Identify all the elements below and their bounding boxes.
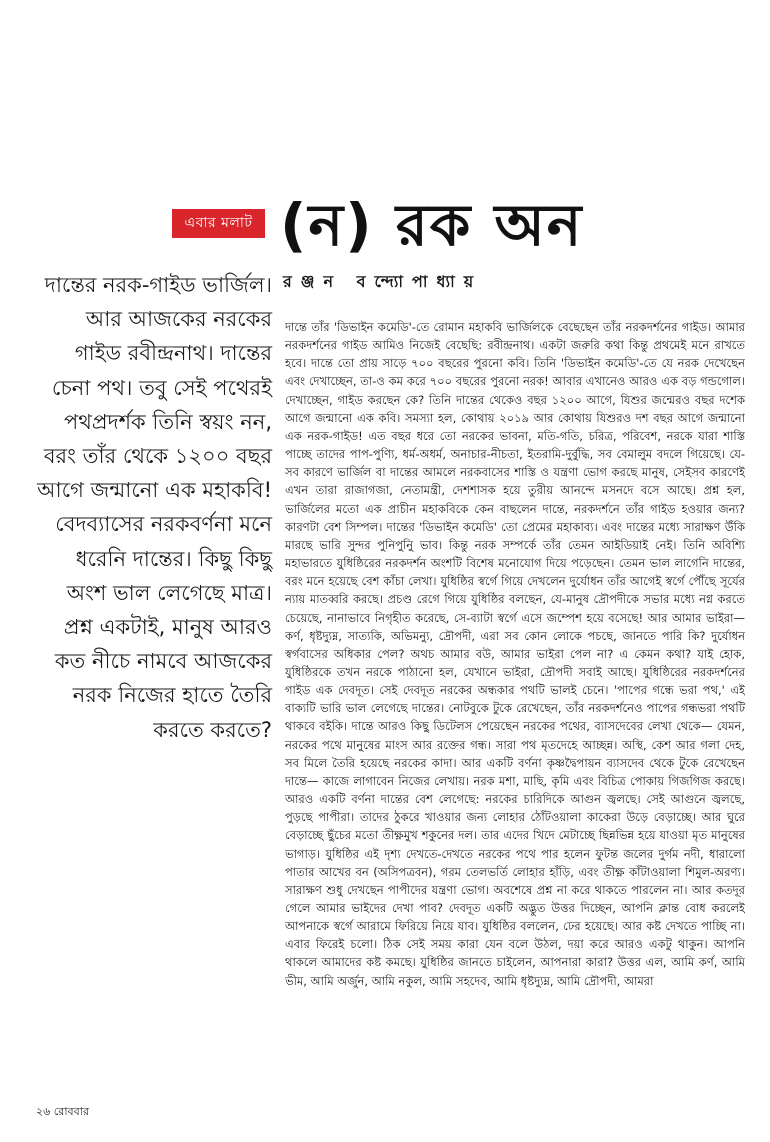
pull-quote: দান্তের নরক-গাইড ভার্জিল। আর আজকের নরকের গাইড রবীন্দ্রনাথ। দান্তের চেনা পথ। তবু সেই পথেরই পথপ্রদর্শক তিনি স্বয়ং নন, বরং তাঁর থেকে ১২০০ বছর আগে জন্মানো এক মহাকবি! বেদব্যাসের নরকবর্ণনা মনে ধরেনি দান্তের। কিছু কিছু অংশ ভাল লেগেছে মাত্র। প্রশ্ন একটাই, মানুষ আরও কত নীচে নামবে আজকের নরক নিজের হাতে তৈরি করতে করতে? bbox=[37, 273, 272, 742]
page-footer: ২৬ রোববার bbox=[36, 1105, 89, 1118]
byline: রঞ্জন বন্দ্যোপাধ্যায় bbox=[283, 272, 483, 291]
headline: (ন) রক অন bbox=[280, 191, 584, 259]
section-badge: এবার মলাট bbox=[172, 209, 265, 238]
article-body: দান্তে তাঁর 'ডিভাইন কমেডি'-তে রোমান মহাকবি ভার্জিলকে বেছেছেন তাঁর নরকদর্শনের গাইড। আমার নরকদর্শনের গাইড আমিও নিজেই বেছেছি: রবীন্দ্রনাথ। একটা জরুরি কথা কিন্তু প্রথমেই মনে রাখতে হবে। দান্তে তো প্রায় সাড়ে ৭০০ বছরের পুরনো কবি। তিনি 'ডিভাইন কমেডি'-তে যে নরক দেখেছেন এবং দেখাচ্ছেন, তা-ও কম করে ৭০০ বছরের পুরনো নরক! আবার এখানেও আরও এক বড় গন্ডগোল। দেখাচ্ছেন, গাইড করছেন কে? তিনি দান্তের থেকেও বছর ১২০০ আগে, যিশুর জন্মেরও বছর দশেক আগে জন্মানো এক কবি। সমস্যা হল, কোথায় ২০১৯ আর কোথায় যিশুরও দশ বছর আগে জন্মানো এক নরক-গাইড! এত বছর ধরে তো নরকের ভাবনা, মতি-গতি, চরিত্র, পরিবেশ, নরকে যারা শাস্তি পাচ্ছে তাদের পাপ-পুণ্যি, ধর্ম-অধর্ম, অনাচার-নীচতা, ইতরামি-দুর্বুদ্ধি, সব বেমালুম বদলে গিয়েছে। যে-সব কারণে ভার্জিল বা দান্তের আমলে নরকবাসের শাস্তি ও যন্ত্রণা ভোগ করছে মানুষ, সেইসব কারণেই এখন তারা রাজাগজা, নেতামন্ত্রী, দেশশাসক হয়ে তুরীয় আনন্দে মসনদে বসে আছে। প্রশ্ন হল, ভার্জিলের মতো এক প্রাচীন মহাকবিকে কেন বাছলেন দান্তে, নরকদর্শনে তাঁর গাইড হওয়ার জন্য? কারণটা বেশ সিম্পল। দান্তের 'ডিভাইন কমেডি' তো প্রেমের মহাকাব্য। এবং দান্তের মধ্যে সারাক্ষণ উঁকি মারছে ভারি সুন্দর পুনিপুনিু ভাব। কিন্তু নরক সম্পর্কে তাঁর তেমন আইডিয়াই নেই। তিনি অবিশ্যি মহাভারতে যুধিষ্ঠিরের নরকদর্শন অংশটি বিশেষ মনোযোগ দিয়ে পড়েছেন। তেমন ভাল লাগেনি দান্তের, বরং মনে হয়েছে বেশ কাঁচা লেখা। যুধিষ্ঠির স্বর্গে গিয়ে দেখলেন দুর্যোধন তাঁর আগেই স্বর্গে পৌঁছে সূর্যের ন্যায় মাতব্বরি করছে। প্রচণ্ড রেগে গিয়ে যুধিষ্ঠির বলছেন, যে-মানুষ দ্রৌপদীকে সভার মধ্যে নগ্ন করতে চেয়েছে, নানাভাবে নিগৃহীত করেছে, সে-ব্যাটা স্বর্গে এসে জম্পেশ হয়ে বসেছে! আর আমার ভাইরা— কর্ণ, ধৃষ্টদ্যুম্ন, সাত্যকি, অভিমন্যু, দ্রৌপদী, এরা সব কোন লোকে পচছে, জানতে পারি কি? দুর্যোধন স্বর্গবাসের অধিকার পেল? অথচ আমার বউ, আমার ভাইরা পেল না? এ কেমন কথা? যাই হোক, যুধিষ্ঠিরকে তখন নরকে পাঠানো হল, যেখানে ভাইরা, দ্রৌপদী সবাই আছে। যুধিষ্ঠিরের নরকদর্শনের গাইড এক দেবদূত। সেই দেবদূত নরকের অন্ধকার পথটি ভালই চেনে। 'পাপের গন্ধে ভরা পথ,' এই বাক্যটি ভারি ভাল লেগেছে দান্তের। নোটবুকে টুকে রেখেছেন, তাঁর নরকদর্শনেও পাপের গন্ধভরা পথটি থাকবে বইকি। দান্তে আরও কিছু ডিটেলস পেয়েছেন নরকের পথের, ব্যাসদেবের লেখা থেকে— যেমন, নরকের পথে মানুষের মাংস আর রক্তের গন্ধ। সারা পথ মৃতদেহে আচ্ছন্ন। অস্থি, কেশ আর গলা দেহ, সব মিলে তৈরি হয়েছে নরকের কাদা। আর একটি বর্ণনা কৃষ্ণদ্বৈপায়ন ব্যাসদেব থেকে টুকে রেখেছেন দান্তে— কাজে লাগাবেন নিজের লেখায়। নরক মশা, মাছি, কৃমি এবং বিচিত্র পোকায় গিজগিজ করছে। আরও একটি বর্ণনা দান্তের বেশ লেগেছে: নরকের চারিদিকে আগুন জ্বলছে। সেই আগুনে জ্বলছে, পুড়ছে পাপীরা। তাদের ঠুকরে খাওয়ার জন্য লোহার ঠোঁটওয়ালা কাকেরা উড়ে বেড়াচ্ছে। আর ঘুরে বেড়াচ্ছে ছুঁচের মতো তীক্ষ্ণমুখ শকুনের দল। তার এদের খিদে মেটাচ্ছে ছিন্নভিন্ন হয়ে যাওয়া মৃত মানুষের ভাগাড়। যুধিষ্ঠির এই দৃশ্য দেখতে-দেখতে নরকের পথে পার হলেন ফুটন্ত জলের দুর্গম নদী, ধারালো পাতার আখের বন (অসিপত্রবন), গরম তেলভর্তি লোহার হাঁড়ি, এবং তীক্ষ্ণ কাঁটাওয়ালা শিমুল-অরণ্য। সারাক্ষণ শুধু দেখছেন পাপীদের যন্ত্রণা ভোগ। অবশেষে প্রশ্ন না করে থাকতে পারলেন না। আর কতদূর গেলে আমার ভাইদের দেখা পাব? দেবদূত একটি অদ্ভুত উত্তর দিচ্ছেন, আপনি ক্লান্ত বোধ করলেই আপনাকে স্বর্গে আরামে ফিরিয়ে নিয়ে যাব। যুধিষ্ঠির বললেন, ঢের হয়েছে। আর কষ্ট দেখতে পাচ্ছি না। এবার ফিরেই চলো। ঠিক সেই সময় কারা যেন বলে উঠল, দয়া করে আরও একটু থাকুন। আপনি থাকলে আমাদের কষ্ট কমছে। যুধিষ্ঠির জানতে চাইলেন, আপনারা কারা? উত্তর এল, আমি কর্ণ, আমি ভীম, আমি অর্জুন, আমি নকুল, আমি সহদেব, আমি ধৃষ্টদ্যুম্ন, আমি দ্রৌপদী, আমরা bbox=[285, 320, 745, 988]
